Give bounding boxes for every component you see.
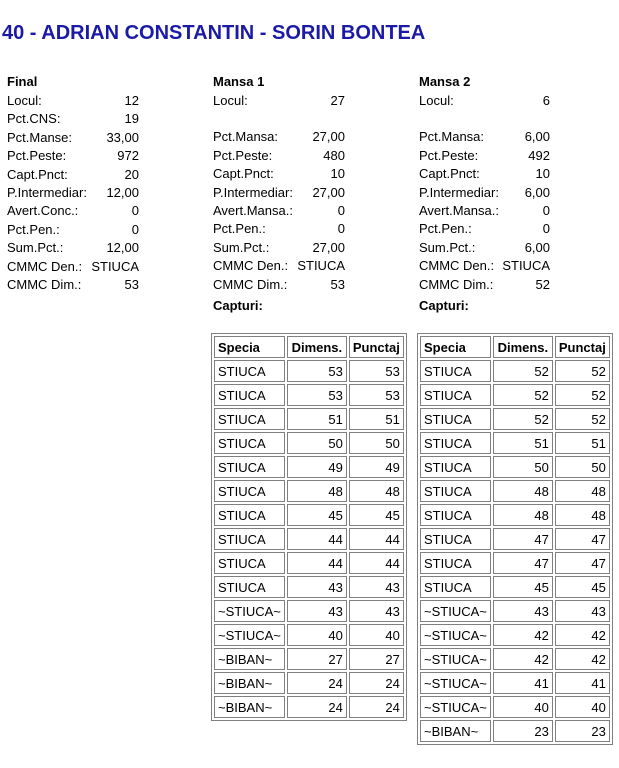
cell-specia: STIUCA: [420, 480, 491, 502]
cell-dimens: 41: [493, 672, 553, 694]
cell-punctaj: 47: [555, 528, 610, 550]
cell-specia: STIUCA: [420, 528, 491, 550]
kv-row: [419, 257, 550, 275]
table-row: [420, 480, 610, 502]
table-row: [420, 408, 610, 430]
col-punctaj: Punctaj: [349, 336, 404, 358]
table-row: [214, 384, 404, 406]
final-summary: [7, 74, 139, 294]
kv-value: 492: [528, 147, 550, 163]
kv-value: 0: [337, 202, 345, 218]
table-row: [214, 360, 404, 382]
kv-label: CMMC Dim.:: [213, 276, 288, 292]
kv-value: STIUCA: [297, 258, 345, 274]
cell-dimens: 45: [493, 576, 553, 598]
cell-dimens: 48: [493, 480, 553, 502]
kv-value: 19: [124, 111, 139, 127]
kv-row: [213, 147, 345, 165]
kv-value: 12,00: [106, 184, 139, 200]
table-row: [420, 576, 610, 598]
cell-dimens: 48: [493, 504, 553, 526]
kv-row: [419, 220, 550, 238]
kv-row: [7, 110, 139, 128]
kv-value: 53: [330, 276, 345, 292]
cell-specia: ~STIUCA~: [420, 696, 491, 718]
cell-specia: STIUCA: [214, 528, 285, 550]
table-row: [420, 552, 610, 574]
kv-row: [7, 239, 139, 257]
kv-row: [213, 184, 345, 202]
table-row: [420, 360, 610, 382]
spacer: [213, 110, 345, 128]
table-row: [214, 408, 404, 430]
cell-specia: ~BIBAN~: [214, 696, 285, 718]
table-row: [420, 456, 610, 478]
cell-dimens: 52: [493, 384, 553, 406]
kv-row: [419, 202, 550, 220]
cell-punctaj: 24: [349, 672, 404, 694]
spacer: [419, 110, 550, 128]
table-row: [420, 384, 610, 406]
kv-row: [213, 165, 345, 183]
col-dimens: Dimens.: [493, 336, 553, 358]
kv-value: 480: [323, 147, 345, 163]
cell-dimens: 43: [493, 600, 553, 622]
table-row: [420, 600, 610, 622]
page-title: 40 - ADRIAN CONSTANTIN - SORIN BONTEA: [2, 22, 426, 44]
kv-label: Pct.Pen.:: [213, 221, 266, 237]
col-dimens: Dimens.: [287, 336, 347, 358]
kv-label: Pct.Mansa:: [419, 129, 485, 145]
kv-label: P.Intermediar:: [213, 184, 293, 200]
cell-punctaj: 48: [555, 480, 610, 502]
kv-row: [7, 221, 139, 239]
kv-row: [7, 129, 139, 147]
mansa1-capturi-heading: Capturi:: [213, 297, 263, 313]
table-row: [214, 552, 404, 574]
table-row: [420, 528, 610, 550]
cell-dimens: 49: [287, 456, 347, 478]
cell-specia: ~STIUCA~: [420, 600, 491, 622]
kv-label: Avert.Conc.:: [7, 203, 79, 219]
cell-dimens: 42: [493, 624, 553, 646]
cell-punctaj: 52: [555, 384, 610, 406]
cell-punctaj: 27: [349, 648, 404, 670]
cell-specia: ~STIUCA~: [214, 600, 285, 622]
table-row: [420, 624, 610, 646]
cell-specia: STIUCA: [420, 504, 491, 526]
kv-label: Pct.Manse:: [7, 129, 73, 145]
kv-label: CMMC Dim.:: [419, 276, 494, 292]
cell-dimens: 52: [493, 360, 553, 382]
cell-dimens: 47: [493, 528, 553, 550]
kv-row: [213, 257, 345, 275]
cell-punctaj: 42: [555, 624, 610, 646]
cell-punctaj: 44: [349, 528, 404, 550]
table-row: [420, 648, 610, 670]
kv-row: [419, 184, 550, 202]
cell-specia: STIUCA: [214, 360, 285, 382]
kv-value: 27,00: [312, 184, 345, 200]
cell-specia: ~BIBAN~: [214, 672, 285, 694]
kv-label: Pct.Peste:: [419, 147, 479, 163]
cell-specia: ~BIBAN~: [420, 720, 491, 742]
cell-punctaj: 53: [349, 360, 404, 382]
kv-value: 53: [124, 276, 139, 292]
cell-specia: ~STIUCA~: [420, 648, 491, 670]
col-punctaj: Punctaj: [555, 336, 610, 358]
kv-value: 52: [535, 276, 550, 292]
cell-punctaj: 51: [349, 408, 404, 430]
cell-punctaj: 49: [349, 456, 404, 478]
kv-row: [7, 92, 139, 110]
cell-dimens: 51: [493, 432, 553, 454]
table-row: [420, 672, 610, 694]
kv-value: 6: [542, 93, 550, 108]
cell-punctaj: 50: [349, 432, 404, 454]
table-row: [214, 576, 404, 598]
kv-label: CMMC Den.:: [7, 258, 83, 274]
kv-label: Locul:: [213, 93, 248, 108]
table-row: [420, 696, 610, 718]
kv-row: [419, 239, 550, 257]
kv-value: 0: [337, 221, 345, 237]
cell-specia: STIUCA: [420, 384, 491, 406]
table-row: [214, 456, 404, 478]
cell-punctaj: 52: [555, 360, 610, 382]
kv-value: 12: [124, 93, 139, 108]
cell-dimens: 50: [493, 456, 553, 478]
cell-specia: STIUCA: [420, 408, 491, 430]
mansa1-locul: [213, 92, 345, 110]
final-rows: [7, 92, 139, 294]
cell-punctaj: 23: [555, 720, 610, 742]
kv-value: 10: [535, 166, 550, 182]
cell-specia: STIUCA: [420, 552, 491, 574]
cell-dimens: 44: [287, 552, 347, 574]
kv-row: [7, 258, 139, 276]
cell-dimens: 53: [287, 360, 347, 382]
mansa1-summary: [213, 74, 345, 314]
table-row: [214, 432, 404, 454]
cell-specia: STIUCA: [420, 576, 491, 598]
cell-specia: STIUCA: [420, 360, 491, 382]
mansa2-locul: [419, 92, 550, 110]
cell-dimens: 50: [287, 432, 347, 454]
kv-row: [213, 276, 345, 294]
table-row: [214, 672, 404, 694]
cell-punctaj: 43: [349, 576, 404, 598]
cell-dimens: 45: [287, 504, 347, 526]
kv-value: 0: [131, 203, 139, 219]
kv-value: 972: [117, 148, 139, 164]
cell-punctaj: 24: [349, 696, 404, 718]
mansa2-summary: [419, 74, 550, 314]
cell-dimens: 24: [287, 696, 347, 718]
kv-value: STIUCA: [502, 258, 550, 274]
kv-label: Avert.Mansa.:: [213, 202, 293, 218]
kv-row: [419, 128, 550, 146]
kv-label: Pct.Peste:: [7, 148, 67, 164]
kv-label: CMMC Dim.:: [7, 276, 82, 292]
cell-specia: STIUCA: [214, 576, 285, 598]
cell-punctaj: 42: [555, 648, 610, 670]
kv-row: [7, 166, 139, 184]
kv-label: CMMC Den.:: [213, 258, 289, 274]
kv-label: Pct.Pen.:: [419, 221, 472, 237]
cell-dimens: 24: [287, 672, 347, 694]
mansa2-rows: [419, 128, 550, 294]
kv-row: [213, 128, 345, 146]
cell-dimens: 47: [493, 552, 553, 574]
cell-specia: STIUCA: [420, 456, 491, 478]
final-heading: Final: [7, 74, 38, 89]
cell-punctaj: 47: [555, 552, 610, 574]
cell-dimens: 43: [287, 600, 347, 622]
kv-label: Sum.Pct.:: [7, 240, 64, 256]
kv-label: P.Intermediar:: [7, 184, 87, 200]
cell-specia: STIUCA: [214, 408, 285, 430]
cell-punctaj: 43: [555, 600, 610, 622]
cell-specia: ~STIUCA~: [420, 624, 491, 646]
kv-value: 12,00: [106, 240, 139, 256]
kv-value: 6,00: [524, 184, 550, 200]
kv-value: 27: [330, 93, 345, 108]
cell-specia: ~STIUCA~: [214, 624, 285, 646]
cell-dimens: 51: [287, 408, 347, 430]
kv-label: Capt.Pnct:: [7, 166, 68, 182]
kv-value: 10: [330, 166, 345, 182]
kv-row: [419, 276, 550, 294]
cell-punctaj: 48: [555, 504, 610, 526]
kv-row: [213, 239, 345, 257]
table-row: [214, 696, 404, 718]
cell-punctaj: 40: [349, 624, 404, 646]
cell-specia: STIUCA: [214, 552, 285, 574]
kv-row: [7, 202, 139, 220]
kv-label: Sum.Pct.:: [213, 239, 270, 255]
cell-dimens: 53: [287, 384, 347, 406]
kv-label: CMMC Den.:: [419, 258, 495, 274]
table-row: [420, 504, 610, 526]
cell-dimens: 43: [287, 576, 347, 598]
table-row: [214, 528, 404, 550]
table-row: [214, 648, 404, 670]
kv-value: 0: [542, 221, 550, 237]
cell-punctaj: 45: [349, 504, 404, 526]
table-header-row: [420, 336, 610, 358]
kv-value: 27,00: [312, 239, 345, 255]
cell-specia: STIUCA: [214, 384, 285, 406]
cell-dimens: 23: [493, 720, 553, 742]
cell-dimens: 27: [287, 648, 347, 670]
table-row: [214, 480, 404, 502]
cell-dimens: 40: [287, 624, 347, 646]
cell-specia: STIUCA: [214, 480, 285, 502]
kv-value: 27,00: [312, 129, 345, 145]
cell-specia: STIUCA: [214, 432, 285, 454]
cell-punctaj: 43: [349, 600, 404, 622]
cell-dimens: 48: [287, 480, 347, 502]
table-row: [214, 624, 404, 646]
col-specia: Specia: [420, 336, 491, 358]
kv-row: [213, 202, 345, 220]
mansa2-capturi-heading: Capturi:: [419, 297, 469, 313]
kv-value: STIUCA: [91, 258, 139, 274]
cell-punctaj: 50: [555, 456, 610, 478]
cell-punctaj: 45: [555, 576, 610, 598]
table-row: [420, 720, 610, 742]
kv-label: Sum.Pct.:: [419, 239, 476, 255]
mansa1-rows: [213, 128, 345, 294]
cell-punctaj: 51: [555, 432, 610, 454]
cell-specia: ~STIUCA~: [420, 672, 491, 694]
kv-label: Pct.CNS:: [7, 111, 61, 127]
col-specia: Specia: [214, 336, 285, 358]
table-row: [420, 432, 610, 454]
table-header-row: [214, 336, 404, 358]
kv-row: [419, 165, 550, 183]
cell-punctaj: 53: [349, 384, 404, 406]
kv-value: 33,00: [106, 129, 139, 145]
kv-value: 6,00: [524, 129, 550, 145]
cell-specia: ~BIBAN~: [214, 648, 285, 670]
kv-label: Avert.Mansa.:: [419, 202, 499, 218]
cell-dimens: 44: [287, 528, 347, 550]
kv-label: Capt.Pnct:: [213, 166, 274, 182]
kv-label: Pct.Mansa:: [213, 129, 279, 145]
kv-label: Locul:: [419, 93, 454, 108]
kv-label: Pct.Pen.:: [7, 221, 60, 237]
kv-row: [419, 147, 550, 165]
table-row: [214, 600, 404, 622]
kv-row: [7, 184, 139, 202]
mansa1-heading: Mansa 1: [213, 74, 265, 89]
kv-label: Pct.Peste:: [213, 147, 273, 163]
cell-punctaj: 40: [555, 696, 610, 718]
kv-value: 0: [542, 202, 550, 218]
mansa1-captures-table: [211, 333, 407, 721]
mansa2-heading: Mansa 2: [419, 74, 471, 89]
kv-value: 20: [124, 166, 139, 182]
kv-label: Locul:: [7, 93, 42, 108]
kv-value: 0: [131, 221, 139, 237]
cell-specia: STIUCA: [214, 504, 285, 526]
cell-punctaj: 48: [349, 480, 404, 502]
cell-specia: STIUCA: [420, 432, 491, 454]
cell-punctaj: 41: [555, 672, 610, 694]
kv-label: Capt.Pnct:: [419, 166, 480, 182]
cell-dimens: 52: [493, 408, 553, 430]
kv-value: 6,00: [524, 239, 550, 255]
kv-row: [7, 276, 139, 294]
mansa2-captures-table: [417, 333, 613, 745]
kv-label: P.Intermediar:: [419, 184, 499, 200]
kv-row: [213, 220, 345, 238]
table-row: [214, 504, 404, 526]
cell-dimens: 42: [493, 648, 553, 670]
cell-punctaj: 44: [349, 552, 404, 574]
cell-punctaj: 52: [555, 408, 610, 430]
kv-row: [7, 147, 139, 165]
cell-dimens: 40: [493, 696, 553, 718]
cell-specia: STIUCA: [214, 456, 285, 478]
